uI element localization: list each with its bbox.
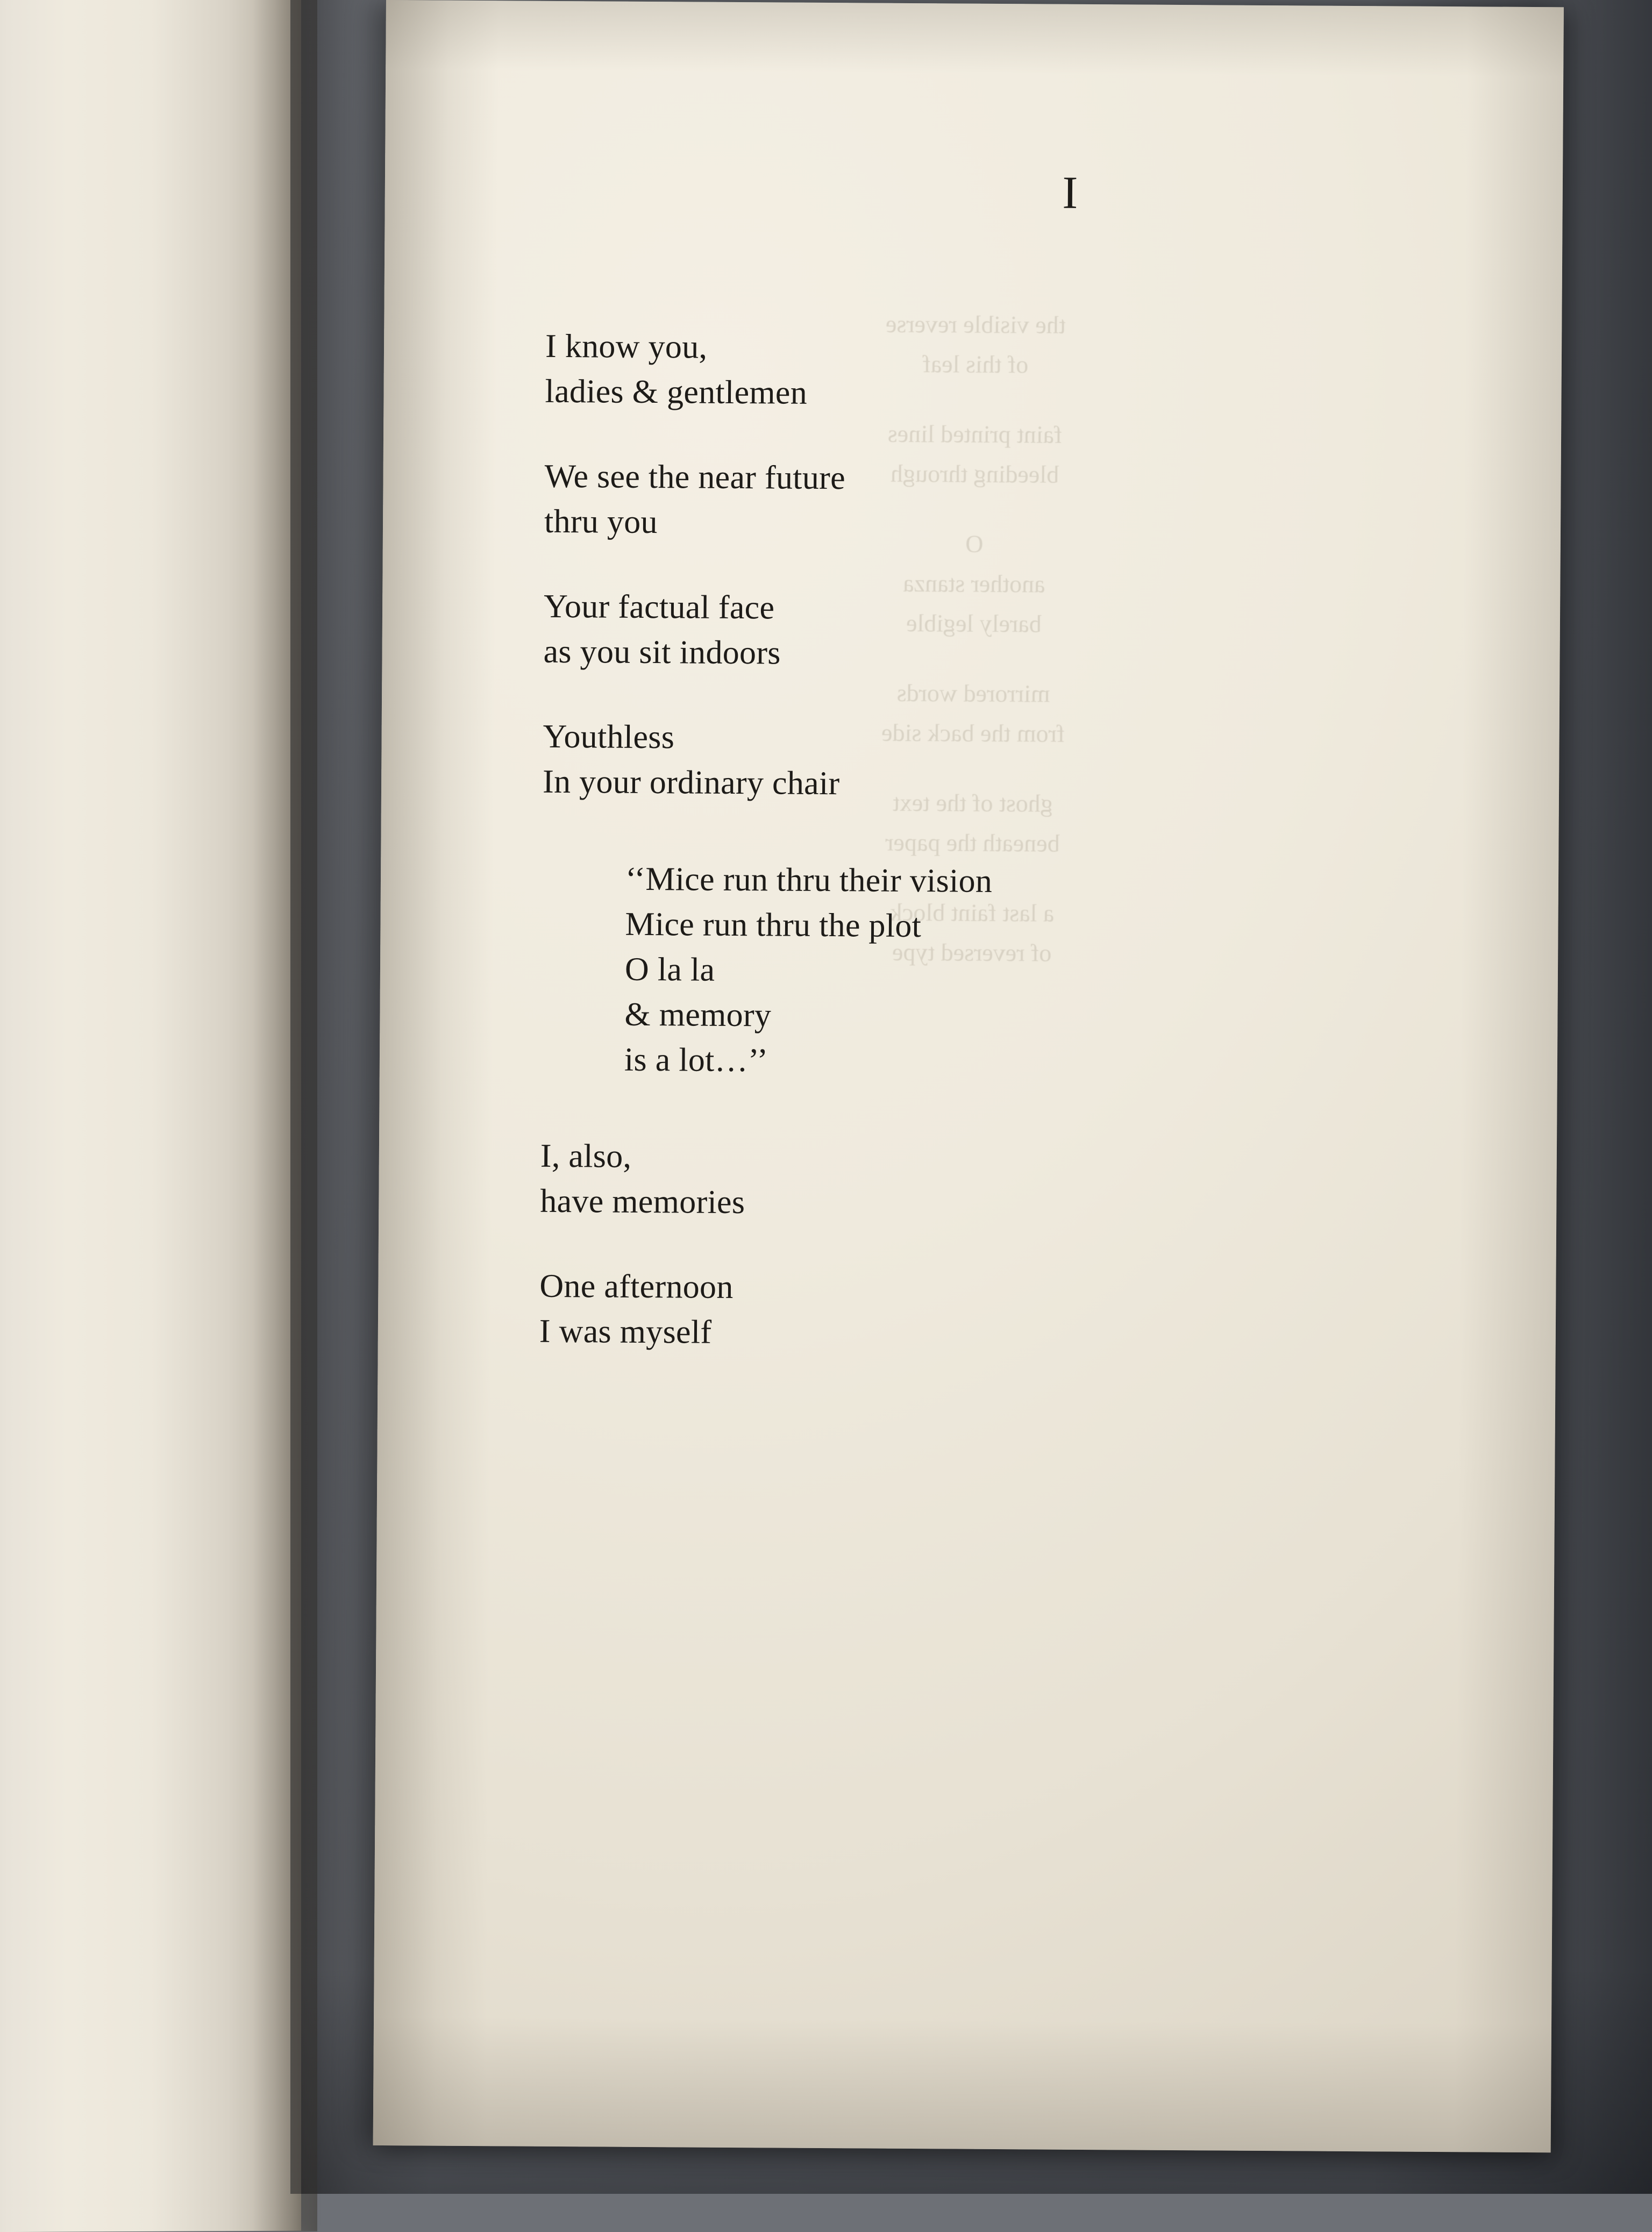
poem-stanza [624, 857, 1457, 1087]
poem-line: Your factual face [543, 588, 775, 626]
right-page-recto [373, 0, 1564, 2152]
poem-stanza [543, 714, 1457, 810]
page-bottom-shading [373, 2016, 1551, 2152]
showthrough-line: of this leaf [922, 350, 1029, 379]
poem-line: O la la [624, 951, 715, 988]
showthrough-line: a last faint block [889, 898, 1055, 927]
poem-line: We see the near future [544, 458, 846, 497]
showthrough-line: mirrored words [896, 679, 1050, 708]
showthrough-line: another stanza [903, 569, 1045, 598]
poem-line: thru you [544, 503, 658, 541]
showthrough-line: O [965, 530, 984, 558]
poem-line: as you sit indoors [543, 633, 781, 672]
page-top-shading [386, 0, 1564, 77]
poem-line: ‘‘Mice run thru their vision [625, 860, 993, 900]
poem-stanza [543, 584, 1458, 680]
poem-stanza [544, 454, 1459, 550]
showthrough-line: faint printed lines [887, 419, 1063, 448]
showthrough-line: from the back side [881, 718, 1065, 747]
poem-line: have memories [540, 1182, 745, 1221]
poem-stanza [539, 1264, 1454, 1359]
poem-line: I, also, [540, 1137, 632, 1175]
poem-line: I know you, [545, 327, 708, 366]
showthrough-line: the visible reverse [885, 310, 1066, 339]
poem-stanza [545, 324, 1459, 419]
poem-line: & memory [624, 996, 772, 1034]
poem-line: Mice run thru the plot [625, 905, 922, 945]
poem-line: I was myself [539, 1313, 712, 1351]
poem-line: One afternoon [539, 1267, 734, 1306]
poem-line: ladies & gentlemen [545, 373, 808, 411]
page-outer-edge-shading [1454, 6, 1564, 2152]
showthrough-line: of reversed type [892, 938, 1052, 967]
section-number: I [1062, 166, 1079, 218]
page-inner-margin-shading [373, 0, 499, 2146]
showthrough-line: bleeding through [890, 459, 1059, 488]
poem-stanza [540, 1133, 1455, 1229]
poem-line: In your ordinary chair [542, 763, 840, 802]
poem-text-block [539, 162, 1461, 1399]
showthrough-line: barely legible [906, 609, 1042, 638]
showthrough-line: ghost of the text [892, 788, 1053, 817]
poem-line: Youthless [543, 718, 675, 756]
stanza-list [539, 324, 1460, 1359]
showthrough-line: beneath the paper [885, 828, 1060, 857]
poem-line: is a lot…’’ [624, 1041, 768, 1079]
